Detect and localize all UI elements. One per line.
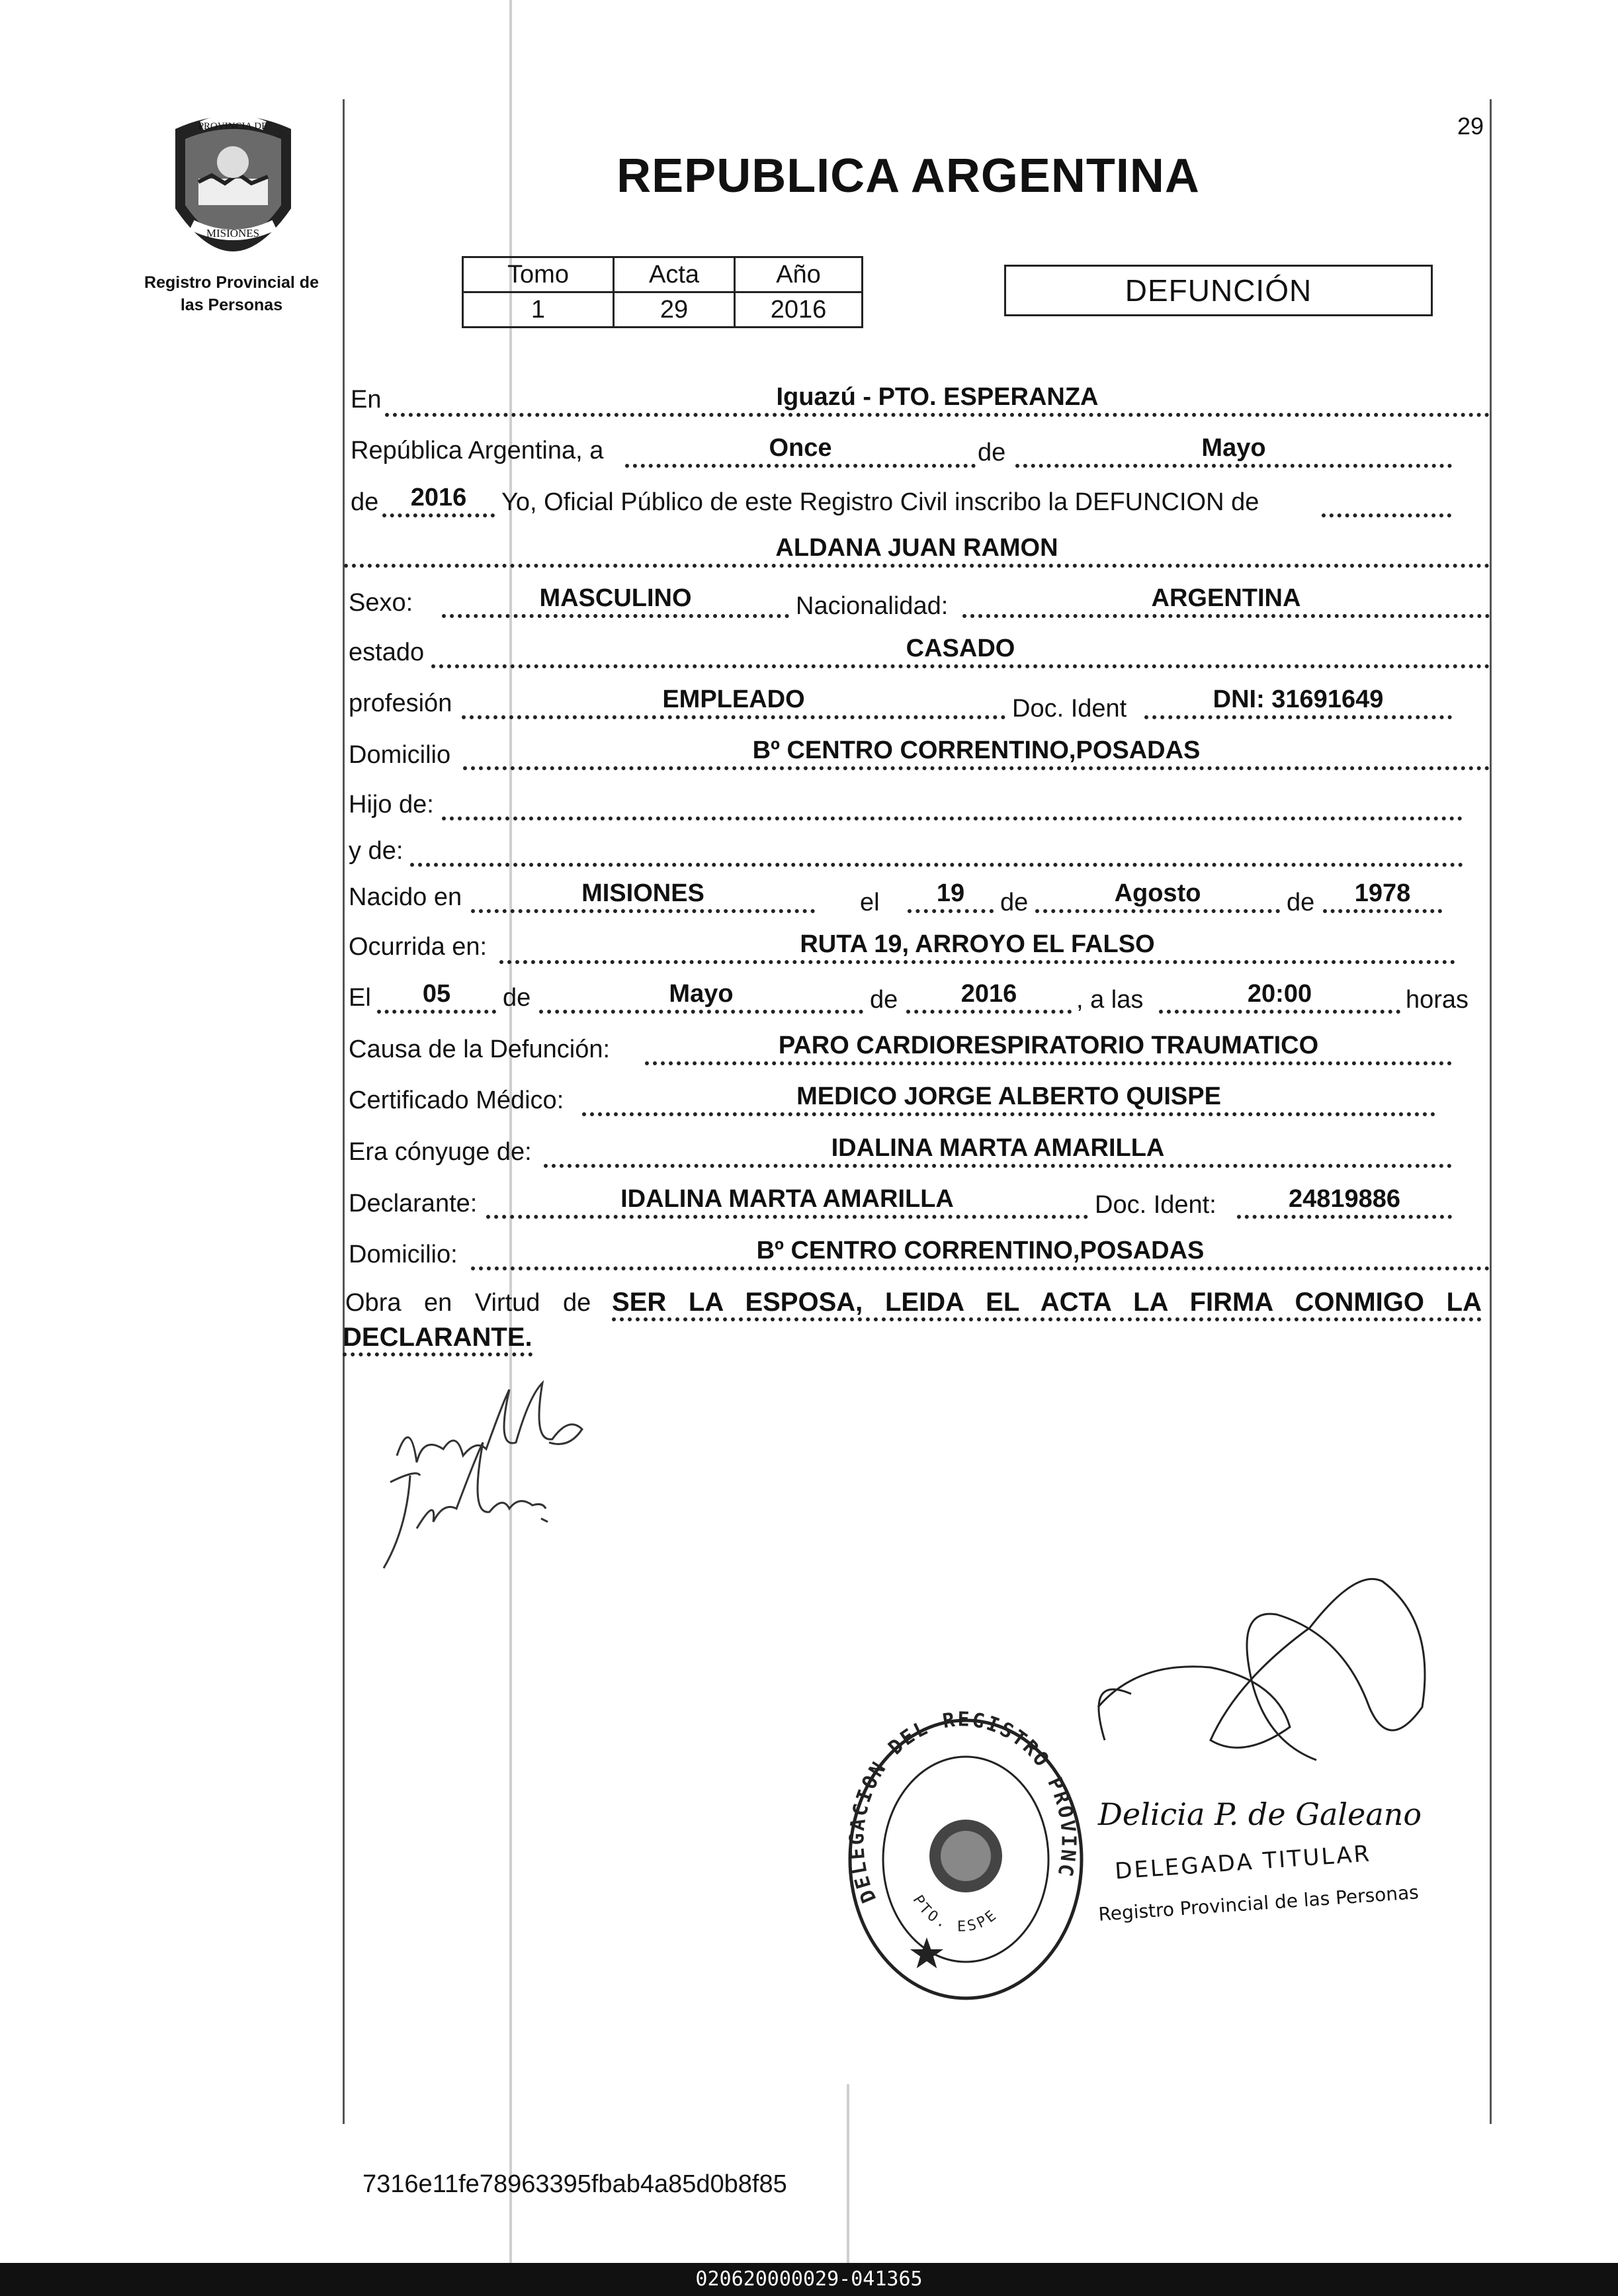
official-name: Delicia P. de Galeano <box>1098 1796 1422 1832</box>
field-obra-line2: DECLARANTE. <box>343 1322 532 1356</box>
label-profesion: profesión <box>349 689 452 717</box>
label-de: de <box>870 986 898 1014</box>
crest-text-top: PROVINCIA DE <box>198 121 268 132</box>
label-estado: estado <box>349 639 425 666</box>
field-profesion: EMPLEADO <box>462 685 1005 719</box>
field-certificado: MEDICO JORGE ALBERTO QUISPE <box>582 1082 1435 1116</box>
field-fecha-mes: Mayo <box>539 979 863 1014</box>
field-conyuge: IDALINA MARTA AMARILLA <box>544 1133 1452 1168</box>
label-en: En <box>351 386 382 414</box>
label-ocurrida-en: Ocurrida en: <box>349 933 488 961</box>
institution-caption <box>119 271 344 316</box>
anio-value: 2016 <box>735 292 863 328</box>
field-blank-continuation <box>1322 483 1451 517</box>
field-domicilio-declarante: Bº CENTRO CORRENTINO,POSADAS <box>471 1236 1490 1270</box>
label-el-cap: El <box>349 984 371 1012</box>
label-de: de <box>1287 889 1315 916</box>
field-mes: Mayo <box>1015 433 1452 468</box>
label-el: el <box>860 889 880 916</box>
field-hijo-de <box>442 786 1463 820</box>
label-y-de: y de: <box>349 837 404 865</box>
label-sexo: Sexo: <box>349 589 413 617</box>
field-domicilio: Bº CENTRO CORRENTINO,POSADAS <box>463 736 1490 770</box>
registry-table <box>462 256 863 328</box>
label-obra: Obra en Virtud de <box>345 1289 591 1317</box>
field-fecha-dia: 05 <box>377 979 496 1014</box>
label-de: de <box>978 439 1006 466</box>
fold-mark <box>509 0 512 2263</box>
document-hash: 7316e11fe78963395fbab4a85d0b8f85 <box>362 2170 787 2198</box>
field-lugar: Iguazú - PTO. ESPERANZA <box>385 382 1490 417</box>
official-seal <box>840 1700 1091 2011</box>
field-deceased-name: ALDANA JUAN RAMON <box>344 533 1490 568</box>
barcode-footer: 020620000029-041365 <box>0 2263 1618 2296</box>
label-de: de <box>503 984 531 1012</box>
label-yo-oficial: Yo, Oficial Público de este Registro Civil inscribo la DEFUNCION de <box>501 488 1259 516</box>
record-type-box: DEFUNCIÓN <box>1004 265 1433 316</box>
field-ocurrida: RUTA 19, ARROYO EL FALSO <box>499 930 1455 964</box>
label-de: de <box>1000 889 1029 916</box>
label-horas: horas <box>1406 986 1469 1014</box>
document-title: REPUBLICA ARGENTINA <box>617 150 1200 202</box>
field-nacido-anio: 1978 <box>1323 879 1442 913</box>
field-sexo: MASCULINO <box>442 584 789 618</box>
label-domicilio-declarante: Domicilio: <box>349 1241 458 1268</box>
field-dni: DNI: 31691649 <box>1144 685 1452 719</box>
institution-line1: Registro Provincial de <box>144 273 319 292</box>
acta-label: Acta <box>614 257 735 292</box>
crest-text-bottom: MISIONES <box>206 227 260 240</box>
seal-inner-text: PTO. ESPE <box>909 1892 1002 1935</box>
field-nacido-lugar: MISIONES <box>471 879 815 913</box>
official-institution: Registro Provincial de las Personas <box>1097 1881 1420 1925</box>
label-republica: República Argentina, a <box>351 437 604 464</box>
label-doc-ident: Doc. Ident <box>1012 695 1127 723</box>
field-declarante-doc: 24819886 <box>1237 1184 1452 1219</box>
field-dia-letras: Once <box>625 433 976 468</box>
field-fecha-anio: 2016 <box>906 979 1072 1014</box>
field-nacido-mes: Agosto <box>1035 879 1280 913</box>
field-y-de <box>410 832 1463 867</box>
tomo-value: 1 <box>463 292 614 328</box>
institution-line2: las Personas <box>180 296 283 314</box>
label-a-las: , a las <box>1076 986 1144 1014</box>
label-causa: Causa de la Defunción: <box>349 1036 611 1063</box>
field-anio: 2016 <box>382 483 495 517</box>
right-margin-line <box>1490 99 1492 2124</box>
fold-mark <box>847 2084 849 2263</box>
label-declarante: Declarante: <box>349 1190 478 1217</box>
acta-value: 29 <box>614 292 735 328</box>
label-hijo-de: Hijo de: <box>349 791 434 818</box>
official-title: DELEGADA TITULAR <box>1114 1840 1373 1885</box>
field-nacido-dia: 19 <box>908 879 994 913</box>
field-estado: CASADO <box>431 634 1490 668</box>
label-conyuge: Era cónyuge de: <box>349 1138 532 1166</box>
field-nacionalidad: ARGENTINA <box>962 584 1490 618</box>
field-causa: PARO CARDIORESPIRATORIO TRAUMATICO <box>645 1031 1452 1065</box>
page-number: 29 <box>1457 112 1484 140</box>
left-margin-line <box>343 99 345 2124</box>
label-nacionalidad: Nacionalidad: <box>796 592 949 620</box>
declarant-signature <box>370 1376 609 1595</box>
label-domicilio: Domicilio <box>349 741 451 769</box>
label-doc-ident-declarante: Doc. Ident: <box>1095 1191 1216 1219</box>
tomo-label: Tomo <box>463 257 614 292</box>
label-de: de <box>351 488 379 516</box>
label-certificado: Certificado Médico: <box>349 1086 564 1114</box>
field-declarante: IDALINA MARTA AMARILLA <box>486 1184 1088 1219</box>
label-nacido-en: Nacido en <box>349 883 462 911</box>
province-crest-logo <box>162 109 304 255</box>
field-hora: 20:00 <box>1159 979 1400 1014</box>
anio-label: Año <box>735 257 863 292</box>
field-obra-line1: SER LA ESPOSA, LEIDA EL ACTA LA FIRMA CONMIGO LA <box>612 1287 1482 1321</box>
seal-outer-text: DELEGACION DEL REGISTRO PROVINC <box>845 1708 1080 1906</box>
